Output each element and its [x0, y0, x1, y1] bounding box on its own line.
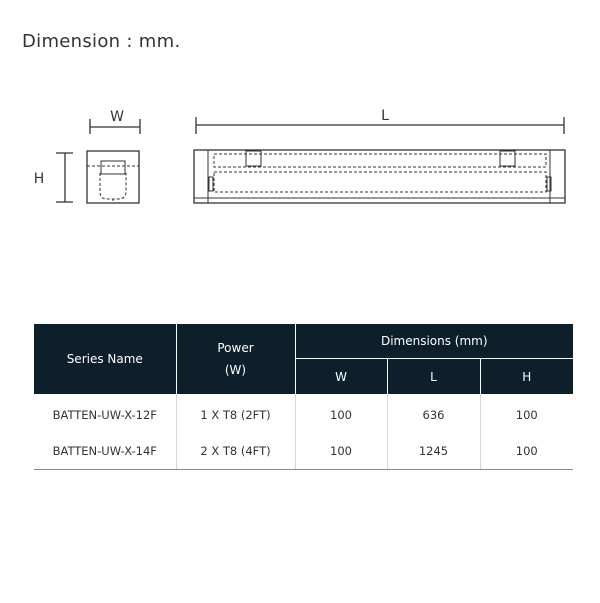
- height-dimension: [56, 153, 73, 202]
- cell-series: BATTEN-UW-X-12F: [52, 408, 157, 422]
- table-header-row: [34, 324, 573, 359]
- cell-w: 100: [295, 394, 387, 433]
- length-dimension: [196, 117, 564, 134]
- cell-w: 100: [295, 433, 387, 470]
- cell-h: 100: [480, 433, 573, 470]
- header-power-line2: (W): [224, 363, 247, 377]
- dimension-diagram: [0, 0, 600, 230]
- header-dimensions: Dimensions (mm): [295, 324, 573, 359]
- cell-power: 1 X T8 (2FT): [176, 394, 295, 433]
- table-row: [34, 433, 573, 470]
- width-label: W: [110, 109, 124, 125]
- header-power-line1: Power: [217, 341, 254, 355]
- table-row: [34, 394, 573, 433]
- end-view-profile: [87, 151, 139, 203]
- page-title: Dimension : mm.: [22, 31, 181, 52]
- cell-l: 636: [387, 394, 480, 433]
- header-l: L: [387, 359, 480, 395]
- header-series-name: Series Name: [34, 324, 176, 394]
- height-label: H: [33, 171, 45, 187]
- header-w: W: [295, 359, 387, 395]
- cell-power: 2 X T8 (4FT): [176, 433, 295, 470]
- header-power: [176, 324, 295, 394]
- header-h: H: [480, 359, 573, 395]
- side-view-profile: [194, 150, 565, 203]
- cell-h: 100: [480, 394, 573, 433]
- length-label: L: [381, 108, 389, 124]
- specification-table: [34, 324, 573, 470]
- cell-series: BATTEN-UW-X-14F: [34, 433, 176, 470]
- cell-l: 1245: [387, 433, 480, 470]
